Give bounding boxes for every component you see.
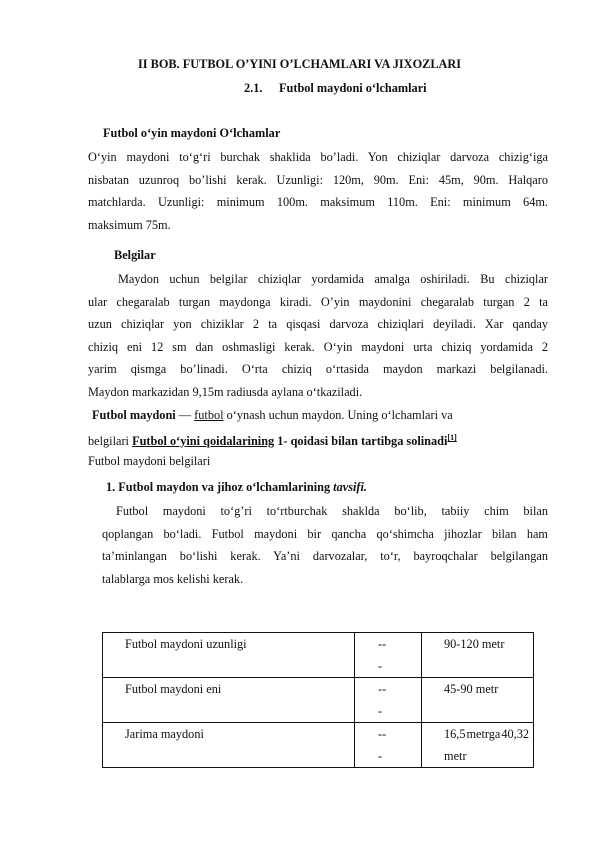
value-part: metrga bbox=[466, 727, 501, 741]
paragraph-field-shape bbox=[88, 146, 548, 236]
paragraph-markings bbox=[88, 268, 548, 403]
table-row bbox=[103, 723, 534, 768]
numbered-heading-text: 1. Futbol maydon va jihoz o‘lchamlarining bbox=[106, 480, 334, 494]
numbered-heading bbox=[106, 476, 367, 499]
table-cell-name: Futbol maydoni eni bbox=[103, 678, 355, 723]
subheading-field-dimensions: Futbol o‘yin maydoni O‘lchamlar bbox=[103, 126, 281, 140]
table-row bbox=[103, 633, 534, 678]
text-line: qoplangan bo‘ladi. Futbol maydoni bir qancha qo‘shimcha jihozlar bilan ham bbox=[102, 526, 548, 541]
text-line: O‘yin maydoni to‘g‘ri burchak shaklida bo’ladi. Yon chiziqlar darvoza chizig‘iga bbox=[88, 150, 548, 164]
text-line: nisbatan uzunroq bo’lishi kerak. Uzunligi: 120m, 90m. Eni: 45m, 90m. Halqaro bbox=[88, 172, 548, 187]
table-cell-name: Jarima maydoni bbox=[103, 723, 355, 768]
dash-bottom: - bbox=[378, 659, 383, 673]
definition-dash: — bbox=[175, 408, 195, 422]
text-line: Maydon markazidan 9,15m radiusda aylana o‘tkaziladi. bbox=[88, 384, 363, 399]
chapter-title: II BOB. FUTBOL O’YINI O’LCHAMLARI VA JIXOZLARI bbox=[138, 57, 462, 71]
text-line: ular chegaralab turgan maydonga kiradi. O’yin maydonini chegaralab turgan 2 ta bbox=[88, 294, 548, 309]
caption-field-markings: Futbol maydoni belgilari bbox=[88, 454, 211, 468]
text-line: Maydon uchun belgilar chiziqlar yordamida amalga oshiriladi. Bu chiziqlar bbox=[118, 272, 548, 286]
numbered-heading-italic: tavsifi. bbox=[333, 480, 367, 494]
definition-line-1 bbox=[92, 404, 453, 427]
section-title: Futbol maydoni o‘lchamlari bbox=[279, 81, 427, 95]
text-line: ta’minlangan bo‘lishi kerak. Ya’ni darvozalar, to‘r, bayroqchalar belgilangan bbox=[102, 549, 548, 563]
table-cell-dash bbox=[355, 678, 422, 723]
text-line: uzun chiziqlar yon chiziklar 2 ta qisqasi darvoza chiziqlari deyiladi. Xar qanday bbox=[88, 317, 548, 331]
table-cell-name: Futbol maydoni uzunligi bbox=[103, 633, 355, 678]
rules-link[interactable]: Futbol o‘yini qoidalarining bbox=[132, 434, 275, 448]
subheading-markings: Belgilar bbox=[114, 248, 156, 262]
definition-text: o‘ynash uchun maydon. Uning o‘lchamlari va bbox=[223, 408, 453, 422]
dash-bottom: - bbox=[378, 749, 383, 763]
table-cell-dash bbox=[355, 633, 422, 678]
definition-line-2 bbox=[88, 427, 457, 453]
text-line: talablarga mos kelishi kerak. bbox=[102, 571, 244, 586]
value-part: 16,5 bbox=[444, 727, 466, 741]
dash-top: -- bbox=[378, 727, 387, 741]
table-cell-value: 90-120 metr bbox=[422, 633, 534, 678]
text-line: chiziq eni 12 sm dan oshmasligi kerak. O‘yin maydoni urta chiziq yordamida 2 bbox=[88, 339, 548, 354]
definition-term: Futbol maydoni bbox=[92, 408, 176, 422]
futbol-link[interactable]: futbol bbox=[194, 408, 224, 422]
value-line bbox=[444, 723, 529, 745]
paragraph-field-equipment bbox=[102, 500, 548, 590]
section-number: 2.1. bbox=[244, 81, 263, 95]
dimensions-table bbox=[102, 632, 534, 768]
definition-bold-text: 1- qoidasi bilan tartibga solinadi bbox=[274, 434, 448, 448]
text-line: Futbol maydoni to‘g’ri to‘rtburchak shaklda bo‘lib, tabiiy chim bilan bbox=[116, 504, 548, 518]
text-line: matchlarda. Uzunligi: minimum 100m. maksimum 110m. Eni: minimum 64m. bbox=[88, 195, 548, 209]
text-line: maksimum 75m. bbox=[88, 217, 171, 232]
table-cell-value: 45-90 metr bbox=[422, 678, 534, 723]
definition-text: belgilari bbox=[88, 434, 133, 448]
dash-top: -- bbox=[378, 637, 387, 651]
table-cell-value bbox=[422, 723, 534, 768]
dash-bottom: - bbox=[378, 704, 383, 718]
value-line: metr bbox=[444, 749, 467, 763]
reference-link[interactable]: [1] bbox=[447, 433, 457, 442]
table-cell-dash bbox=[355, 723, 422, 768]
table-row bbox=[103, 678, 534, 723]
value-part: 40,32 bbox=[501, 727, 529, 741]
dash-top: -- bbox=[378, 682, 387, 696]
text-line: yarim qismga bo’linadi. O‘rta chiziq o‘rtasida maydon markazi belgilanadi. bbox=[88, 362, 548, 376]
